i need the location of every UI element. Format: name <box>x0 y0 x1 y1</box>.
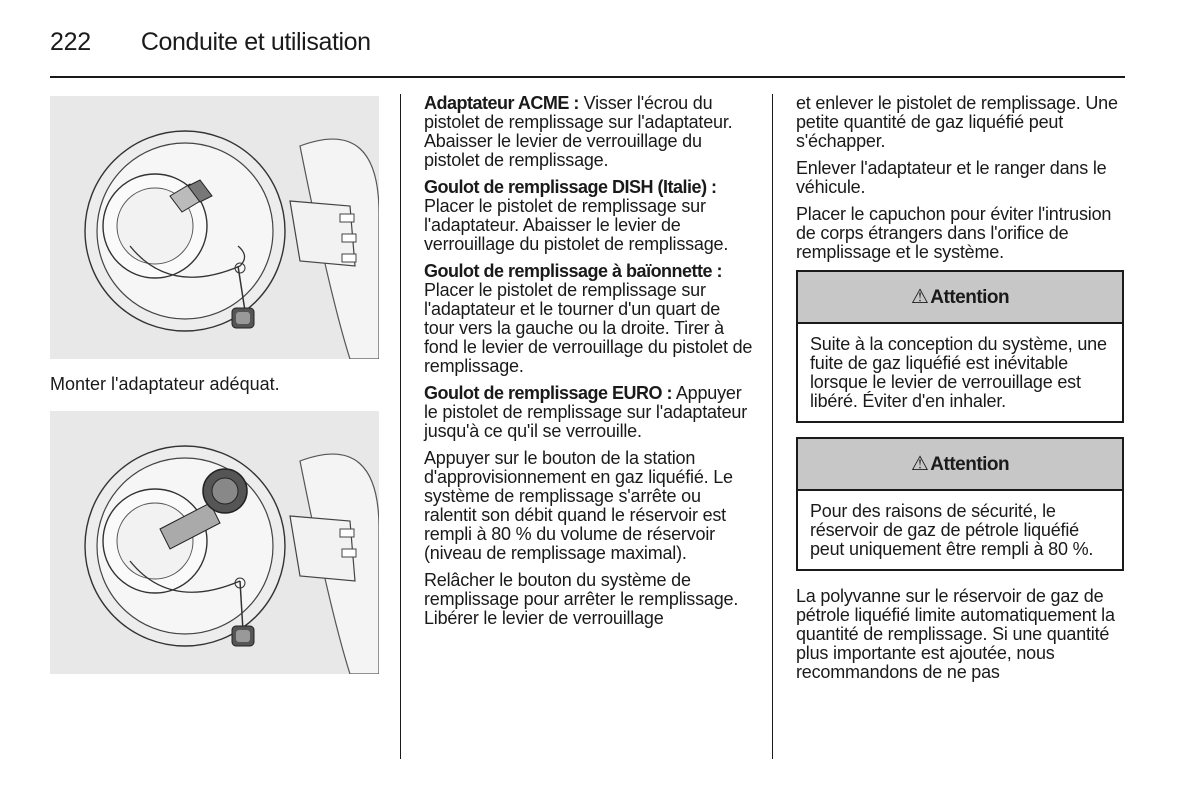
warning-title-1: Attention <box>930 286 1010 308</box>
term-acme: Adaptateur ACME : <box>424 93 579 113</box>
header-rule <box>50 76 1125 78</box>
paragraph-store-adapter: Enlever l'adaptateur et le ranger dans le véhicule. <box>796 158 1107 197</box>
paragraph-dish <box>424 178 754 254</box>
warning-triangle-icon: ⚠ <box>910 285 929 308</box>
paragraph-bayonet <box>424 262 754 376</box>
page-header <box>50 24 371 60</box>
text-euro: Appuyer le pistolet de remplissage sur l'adaptateur jusqu'à ce qu'il se verrouille. <box>424 383 748 441</box>
paragraph-cap: Placer le capuchon pour éviter l'intrusion de corps étrangers dans l'orifice de remplissage et le système. <box>796 204 1112 262</box>
figure-adapter <box>50 96 379 359</box>
warning-text-2: Pour des raisons de sécurité, le réservoir de gaz de pétrole liquéfié peut uniquement être rempli à 80 %. <box>810 501 1094 559</box>
text-column-2 <box>424 94 754 636</box>
text-dish: Placer le pistolet de remplissage sur l'adaptateur. Abaisser le levier de verrouillage du pistolet de remplissage. <box>424 196 729 254</box>
paragraph-euro <box>424 384 754 441</box>
figure-nozzle <box>50 411 379 674</box>
fuel-filler-nozzle-illustration <box>50 411 379 674</box>
warning-title-2: Attention <box>930 453 1010 475</box>
warning-triangle-icon: ⚠ <box>910 452 929 475</box>
fuel-filler-adapter-illustration <box>50 96 379 359</box>
text-bayonet: Placer le pistolet de remplissage sur l'adaptateur et le tourner d'un quart de tour vers la gauche ou la droite. Tirer à fond le levier de verrouillage du pistolet de remplissage. <box>424 280 753 376</box>
page-number: 222 <box>50 27 91 56</box>
section-title: Conduite et utilisation <box>140 27 371 56</box>
column-divider-1 <box>400 94 401 759</box>
warning-header-1 <box>798 272 1122 324</box>
paragraph-remove-nozzle: et enlever le pistolet de remplissage. Une petite quantité de gaz liquéfié peut s'échapper. <box>796 93 1118 151</box>
warning-box-2 <box>796 437 1124 571</box>
term-euro: Goulot de remplissage EURO : <box>424 383 673 403</box>
warning-box-1 <box>796 270 1124 423</box>
warning-header-2 <box>798 439 1122 491</box>
paragraph-multivalve: La polyvanne sur le réservoir de gaz de pétrole liquéfié limite automatiquement la quantité de remplissage. Si une quantité plus importante est ajoutée, nous recommandons de ne pas <box>796 586 1115 682</box>
text-column-3 <box>796 94 1126 690</box>
paragraph-acme <box>424 94 754 170</box>
paragraph-release-button: Relâcher le bouton du système de remplissage pour arrêter le remplissage. Libérer le levier de verrouillage <box>424 570 739 628</box>
term-bayonet: Goulot de remplissage à baïonnette : <box>424 261 723 281</box>
term-dish: Goulot de remplissage DISH (Italie) : <box>424 177 717 197</box>
text-acme: Visser l'écrou du pistolet de remplissage sur l'adaptateur. Abaisser le levier de verrouillage du pistolet de remplissage. <box>424 93 733 170</box>
paragraph-station-button: Appuyer sur le bouton de la station d'approvisionnement en gaz liquéfié. Le système de remplissage s'arrête ou ralentit son débit quand le réservoir est rempli à 80 % du volume de réservoir (niveau de remplissage maximal). <box>424 448 733 563</box>
column-divider-2 <box>772 94 773 759</box>
figure-caption: Monter l'adaptateur adéquat. <box>50 374 280 394</box>
warning-text-1: Suite à la conception du système, une fuite de gaz liquéfié est inévitable lorsque le levier de verrouillage est libéré. Éviter d'en inhaler. <box>810 334 1107 411</box>
